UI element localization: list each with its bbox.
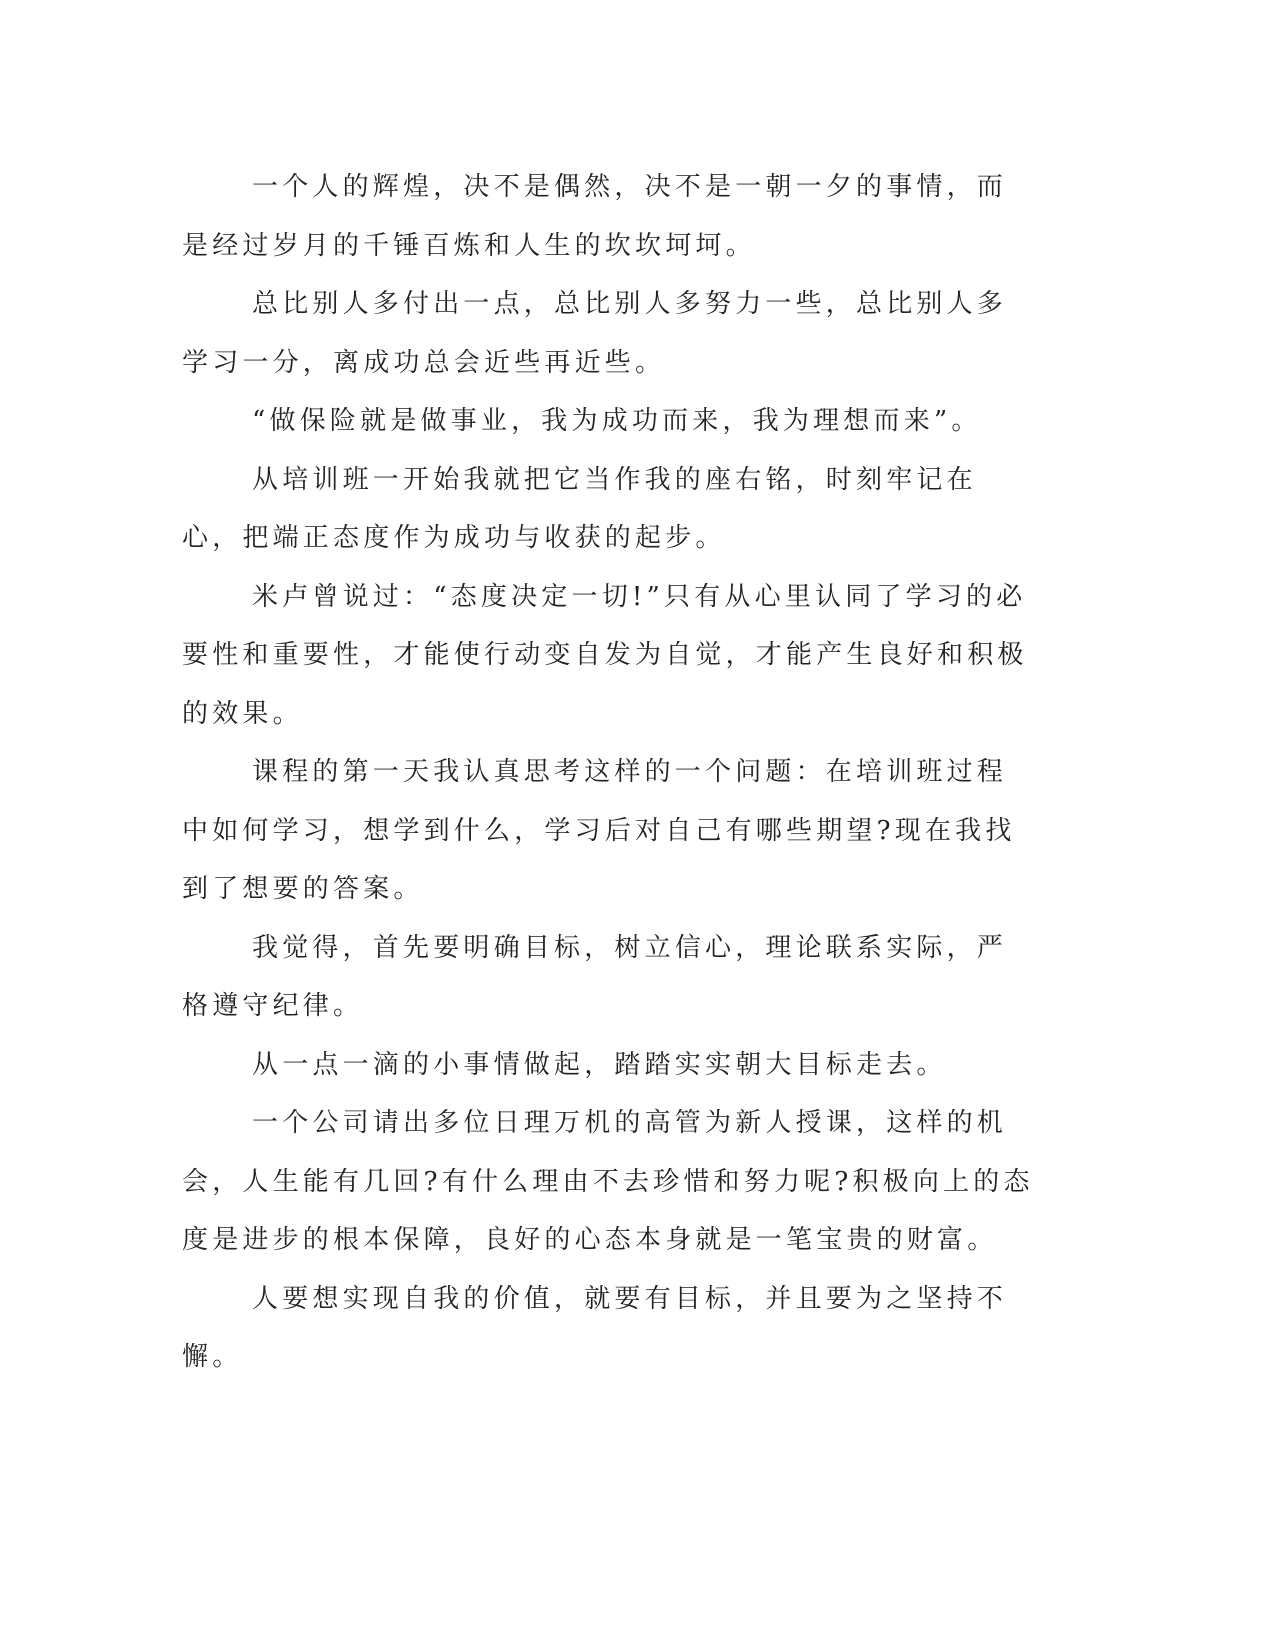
document-body bbox=[182, 158, 1034, 1387]
paragraph: 一个人的辉煌，决不是偶然，决不是一朝一夕的事情，而是经过岁月的千锤百炼和人生的坎坎坷坷。 bbox=[182, 172, 1008, 261]
paragraph: 从培训班一开始我就把它当作我的座右铭，时刻牢记在心，把端正态度作为成功与收获的起步。 bbox=[182, 464, 977, 553]
paragraph: 课程的第一天我认真思考这样的一个问题：在培训班过程中如何学习，想学到什么，学习后对自己有哪些期望?现在我找到了想要的答案。 bbox=[182, 757, 1016, 904]
paragraph: 一个公司请出多位日理万机的高管为新人授课，这样的机会，人生能有几回?有什么理由不去珍惜和努力呢?积极向上的态度是进步的根本保障，良好的心态本身就是一笔宝贵的财富。 bbox=[182, 1108, 1034, 1255]
paragraph: “做保险就是做事业，我为成功而来，我为理想而来”。 bbox=[252, 406, 982, 436]
paragraph: 我觉得，首先要明确目标，树立信心，理论联系实际，严格遵守纪律。 bbox=[182, 932, 1008, 1021]
paragraph: 米卢曾说过：“态度决定一切!”只有从心里认同了学习的必要性和重要性，才能使行动变自发为自觉，才能产生良好和积极的效果。 bbox=[182, 581, 1028, 729]
paragraph: 从一点一滴的小事情做起，踏踏实实朝大目标走去。 bbox=[252, 1049, 947, 1080]
paragraph: 总比别人多付出一点，总比别人多努力一些，总比别人多学习一分，离成功总会近些再近些。 bbox=[182, 289, 1008, 378]
paragraph: 人要想实现自我的价值，就要有目标，并且要为之坚持不懈。 bbox=[182, 1283, 1008, 1372]
